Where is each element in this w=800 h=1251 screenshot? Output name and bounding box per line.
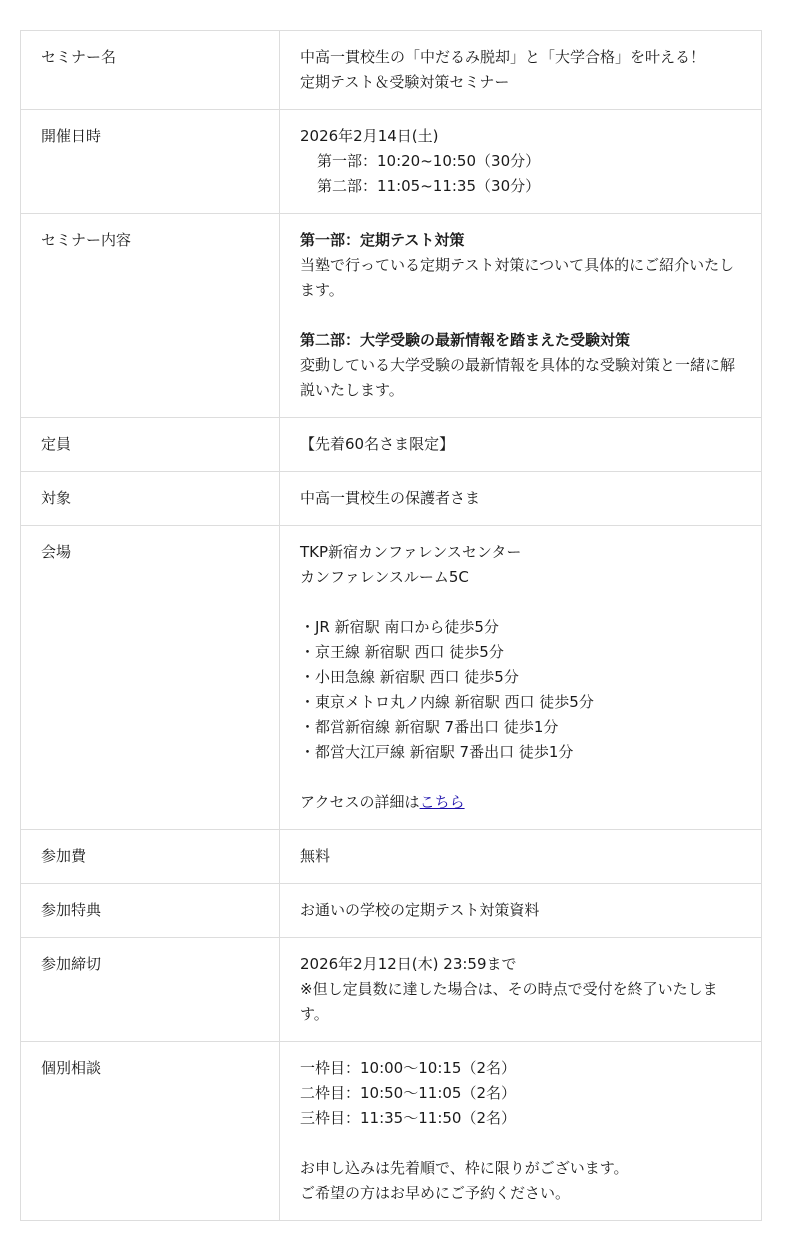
deadline-note: ※但し定員数に達した場合は、その時点で受付を終了いたします。 xyxy=(300,980,718,1023)
row-value xyxy=(280,938,762,1042)
seminar-title-line: 定期テスト＆受験対策セミナー xyxy=(300,73,510,91)
section-heading: 第二部：大学受験の最新情報を踏まえた受験対策 xyxy=(300,331,631,349)
access-detail-text: アクセスの詳細は xyxy=(300,793,420,811)
spacer xyxy=(300,1131,741,1156)
table-row-deadline xyxy=(21,938,762,1042)
access-detail-link[interactable]: こちら xyxy=(419,793,465,811)
row-value xyxy=(280,31,762,110)
section-text: 当塾で行っている定期テスト対策について具体的にご紹介いたします。 xyxy=(300,256,735,299)
row-value xyxy=(280,110,762,214)
deadline-date: 2026年2月12日(木) 23:59まで xyxy=(300,955,517,973)
seminar-info xyxy=(20,30,762,1221)
consultation-slot: 三枠目：11:35〜11:50（2名） xyxy=(300,1109,516,1127)
table-row-content xyxy=(21,214,762,418)
table-row-target xyxy=(21,472,762,526)
spacer xyxy=(300,590,741,615)
row-value xyxy=(280,830,762,884)
row-label: セミナー内容 xyxy=(21,214,280,418)
row-label: 会場 xyxy=(21,526,280,830)
row-value xyxy=(280,214,762,418)
row-value xyxy=(280,418,762,472)
access-item: ・東京メトロ丸ノ内線 新宿駅 西口 徒歩5分 xyxy=(300,693,594,711)
spacer xyxy=(300,303,741,328)
consultation-note: お申し込みは先着順で、枠に限りがございます。 xyxy=(300,1159,629,1177)
access-item: ・都営新宿線 新宿駅 7番出口 徒歩1分 xyxy=(300,718,559,736)
access-item: ・小田急線 新宿駅 西口 徒歩5分 xyxy=(300,668,519,686)
section-heading: 第一部：定期テスト対策 xyxy=(300,231,465,249)
capacity-text: 【先着60名さま限定】 xyxy=(300,435,455,453)
access-detail-line xyxy=(300,790,741,815)
row-label: 個別相談 xyxy=(21,1042,280,1221)
row-value xyxy=(280,884,762,938)
table-row-date xyxy=(21,110,762,214)
table-row-capacity xyxy=(21,418,762,472)
target-text: 中高一貫校生の保護者さま xyxy=(300,489,481,507)
venue-name: TKP新宿カンファレンスセンター xyxy=(300,543,522,561)
table-row-seminar-name xyxy=(21,31,762,110)
access-item: ・京王線 新宿駅 西口 徒歩5分 xyxy=(300,643,504,661)
access-item: ・都営大江戸線 新宿駅 7番出口 徒歩1分 xyxy=(300,743,574,761)
consultation-slot: 一枠目：10:00〜10:15（2名） xyxy=(300,1059,516,1077)
fee-text: 無料 xyxy=(300,847,331,865)
section-text: 変動している大学受験の最新情報を具体的な受験対策と一緒に解説いたします。 xyxy=(300,356,736,399)
row-label: 対象 xyxy=(21,472,280,526)
row-label: 参加締切 xyxy=(21,938,280,1042)
spacer xyxy=(300,765,741,790)
seminar-info-table xyxy=(20,30,762,1221)
table-row-venue xyxy=(21,526,762,830)
row-value xyxy=(280,526,762,830)
row-value xyxy=(280,472,762,526)
venue-room: カンファレンスルーム5C xyxy=(300,568,469,586)
event-date: 2026年2月14日(土) xyxy=(300,127,439,145)
row-label: 参加特典 xyxy=(21,884,280,938)
table-row-bonus xyxy=(21,884,762,938)
consultation-note: ご希望の方はお早めにご予約ください。 xyxy=(300,1184,571,1202)
seminar-title-line: 中高一貫校生の「中だるみ脱却」と「大学合格」を叶える！ xyxy=(300,48,706,66)
bonus-text: お通いの学校の定期テスト対策資料 xyxy=(300,901,540,919)
row-label: セミナー名 xyxy=(21,31,280,110)
table-row-consultation xyxy=(21,1042,762,1221)
consultation-slot: 二枠目：10:50〜11:05（2名） xyxy=(300,1084,516,1102)
row-label: 定員 xyxy=(21,418,280,472)
session-time: 第二部：11:05~11:35（30分） xyxy=(317,177,541,195)
row-label: 参加費 xyxy=(21,830,280,884)
row-value xyxy=(280,1042,762,1221)
table-row-fee xyxy=(21,830,762,884)
row-label: 開催日時 xyxy=(21,110,280,214)
session-time: 第一部：10:20~10:50（30分） xyxy=(317,152,541,170)
access-item: ・JR 新宿駅 南口から徒歩5分 xyxy=(300,618,499,636)
